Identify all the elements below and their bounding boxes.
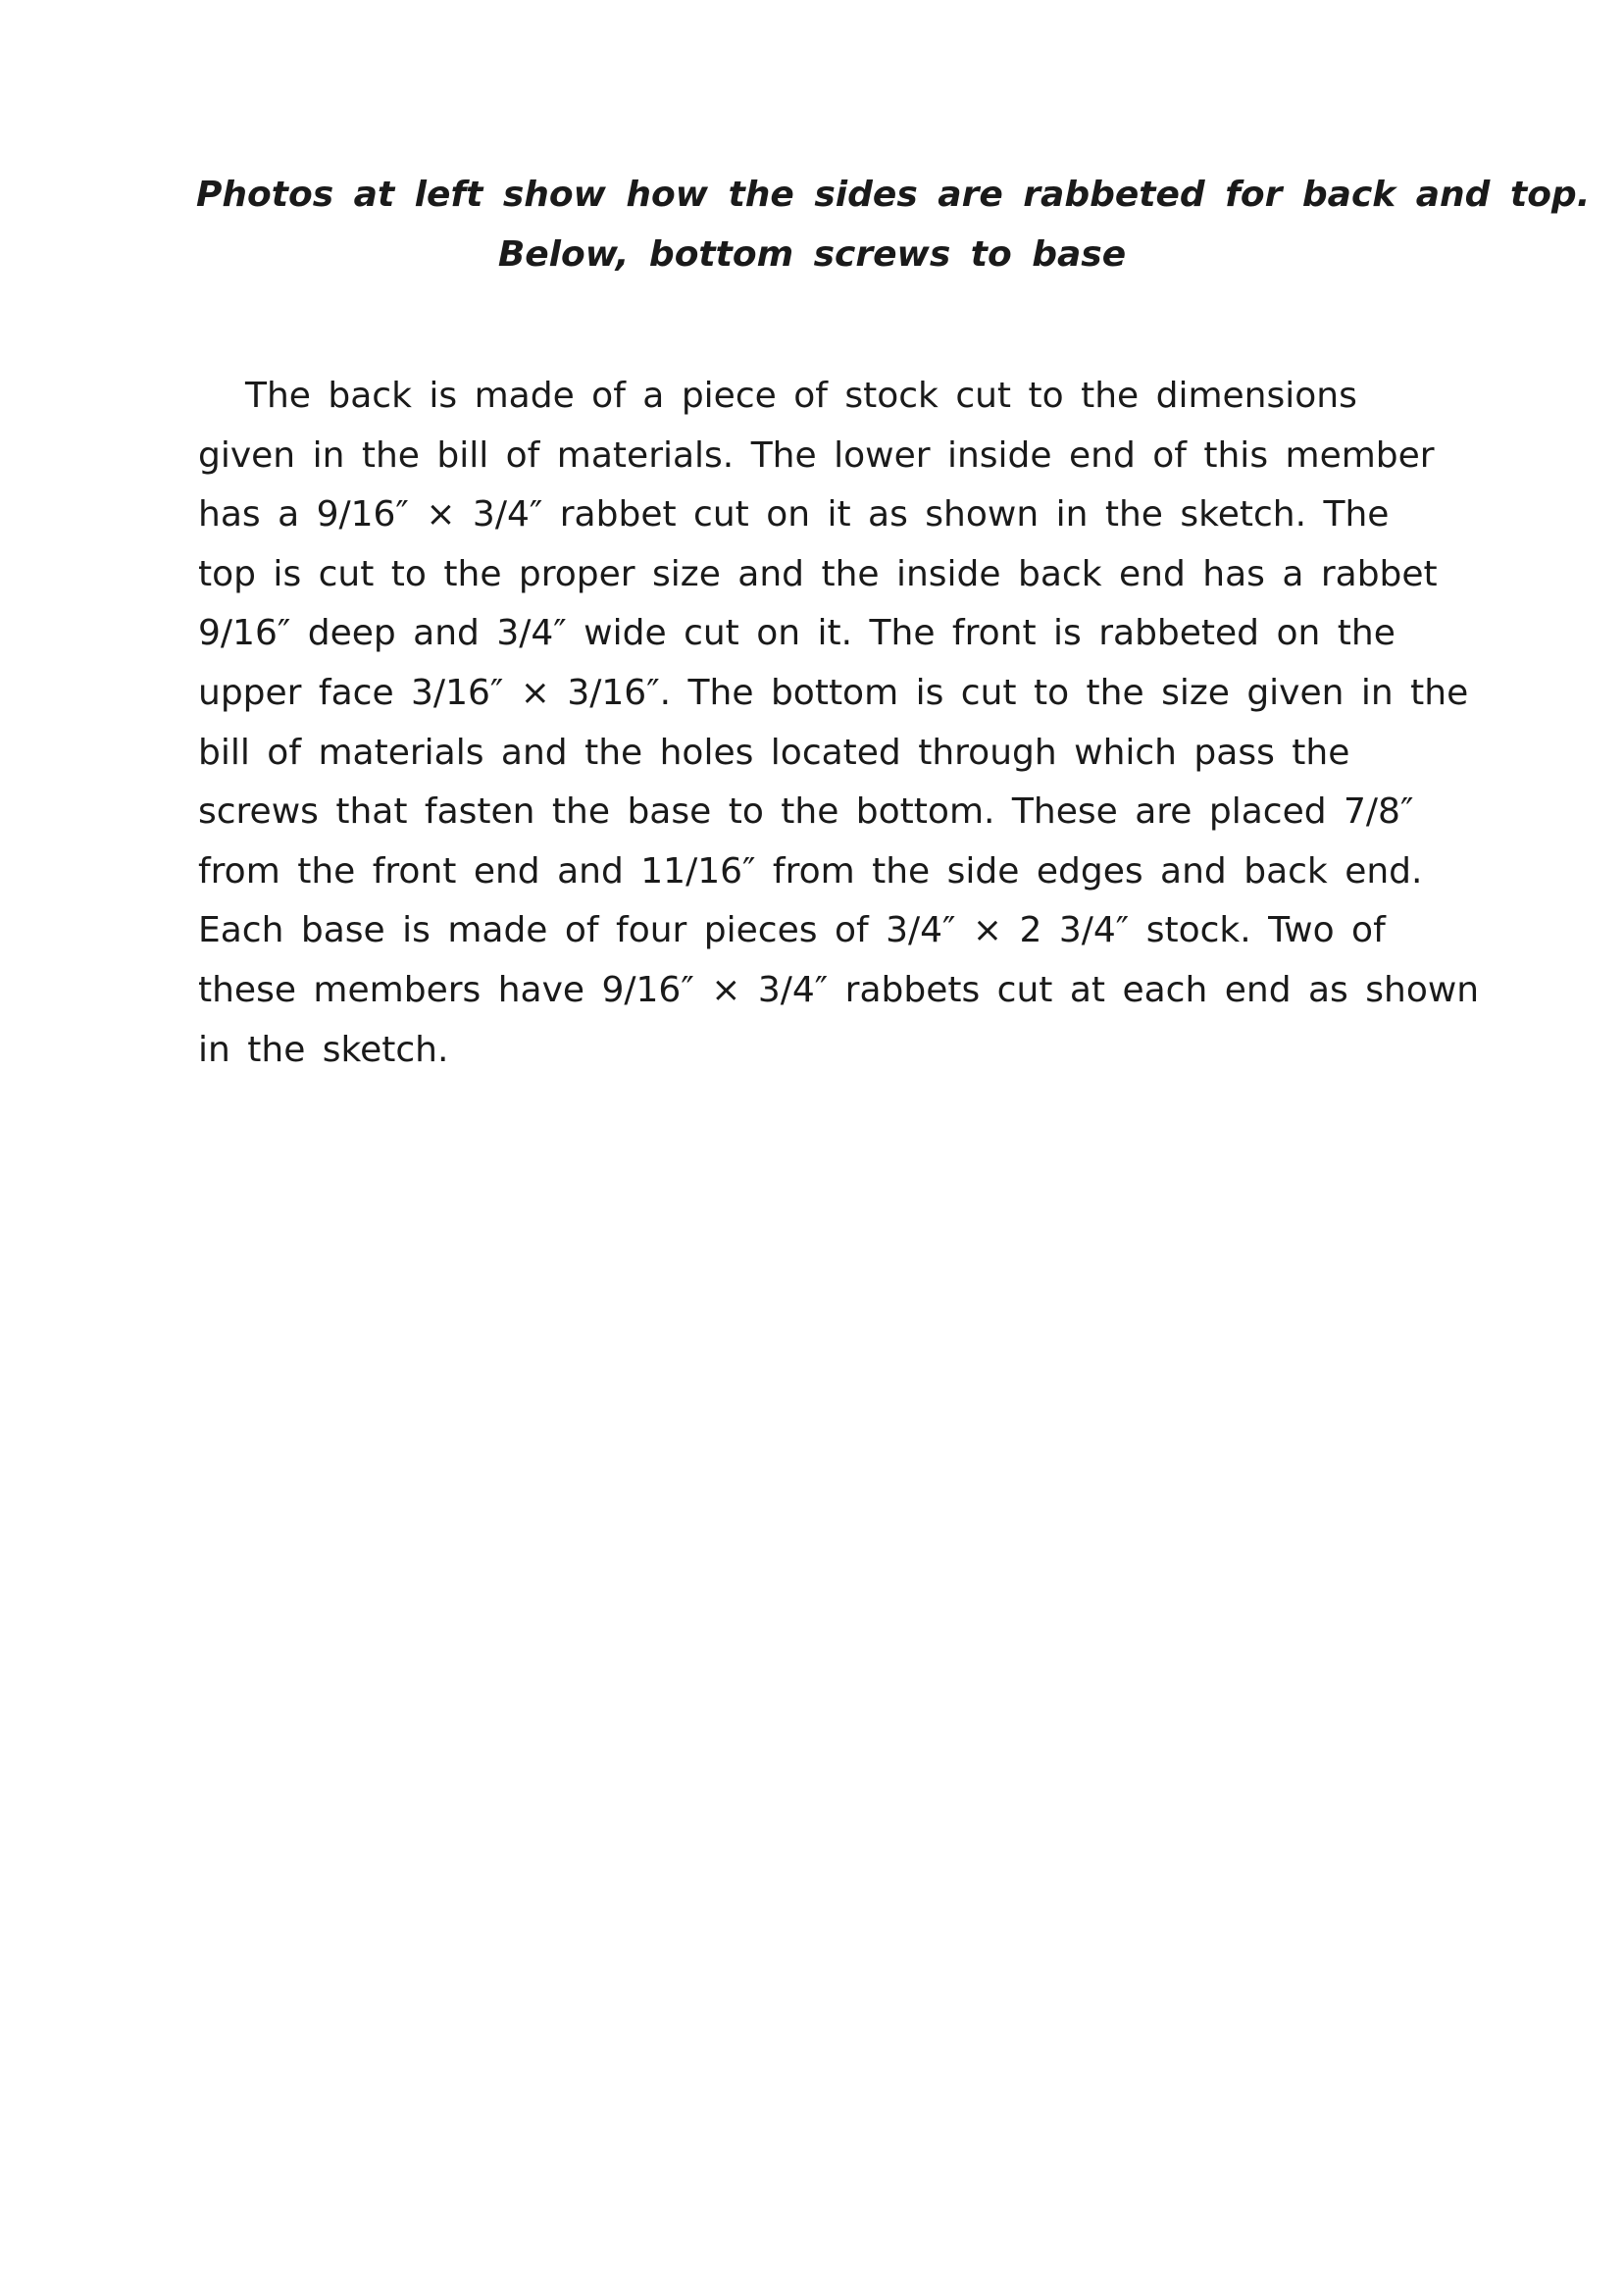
paragraph-line: The back is made of a piece of stock cut to the dimensions: [245, 376, 1357, 416]
paragraph-line: 9/16″ deep and 3/4″ wide cut on it. The front is rabbeted on the: [198, 613, 1396, 654]
caption-line: Photos at left show how the sides are rabbeted for back and top.: [196, 175, 1591, 215]
paragraph-line: these members have 9/16″ × 3/4″ rabbets cut at each end as shown: [198, 969, 1480, 1010]
paragraph-line: has a 9/16″ × 3/4″ rabbet cut on it as shown in the sketch. The: [198, 494, 1390, 535]
paragraph-line: in the sketch.: [198, 1029, 449, 1070]
paragraph-line: Each base is made of four pieces of 3/4″ × 2 3/4″ stock. Two of: [198, 910, 1386, 951]
paragraph-line: top is cut to the proper size and the inside back end has a rabbet: [198, 553, 1438, 594]
photo-caption: [196, 165, 1591, 284]
paragraph-line: from the front end and 11/16″ from the side edges and back end.: [198, 850, 1423, 892]
paragraph-line: screws that fasten the base to the bottom. These are placed 7/8″: [198, 791, 1414, 833]
paragraph-line: given in the bill of materials. The lower inside end of this member: [198, 434, 1435, 476]
body-paragraph: [198, 367, 1480, 1080]
caption-line: Below, bottom screws to base: [497, 234, 1127, 275]
paragraph-line: bill of materials and the holes located through which pass the: [198, 732, 1350, 773]
paragraph-line: upper face 3/16″ × 3/16″. The bottom is cut to the size given in the: [198, 672, 1469, 713]
